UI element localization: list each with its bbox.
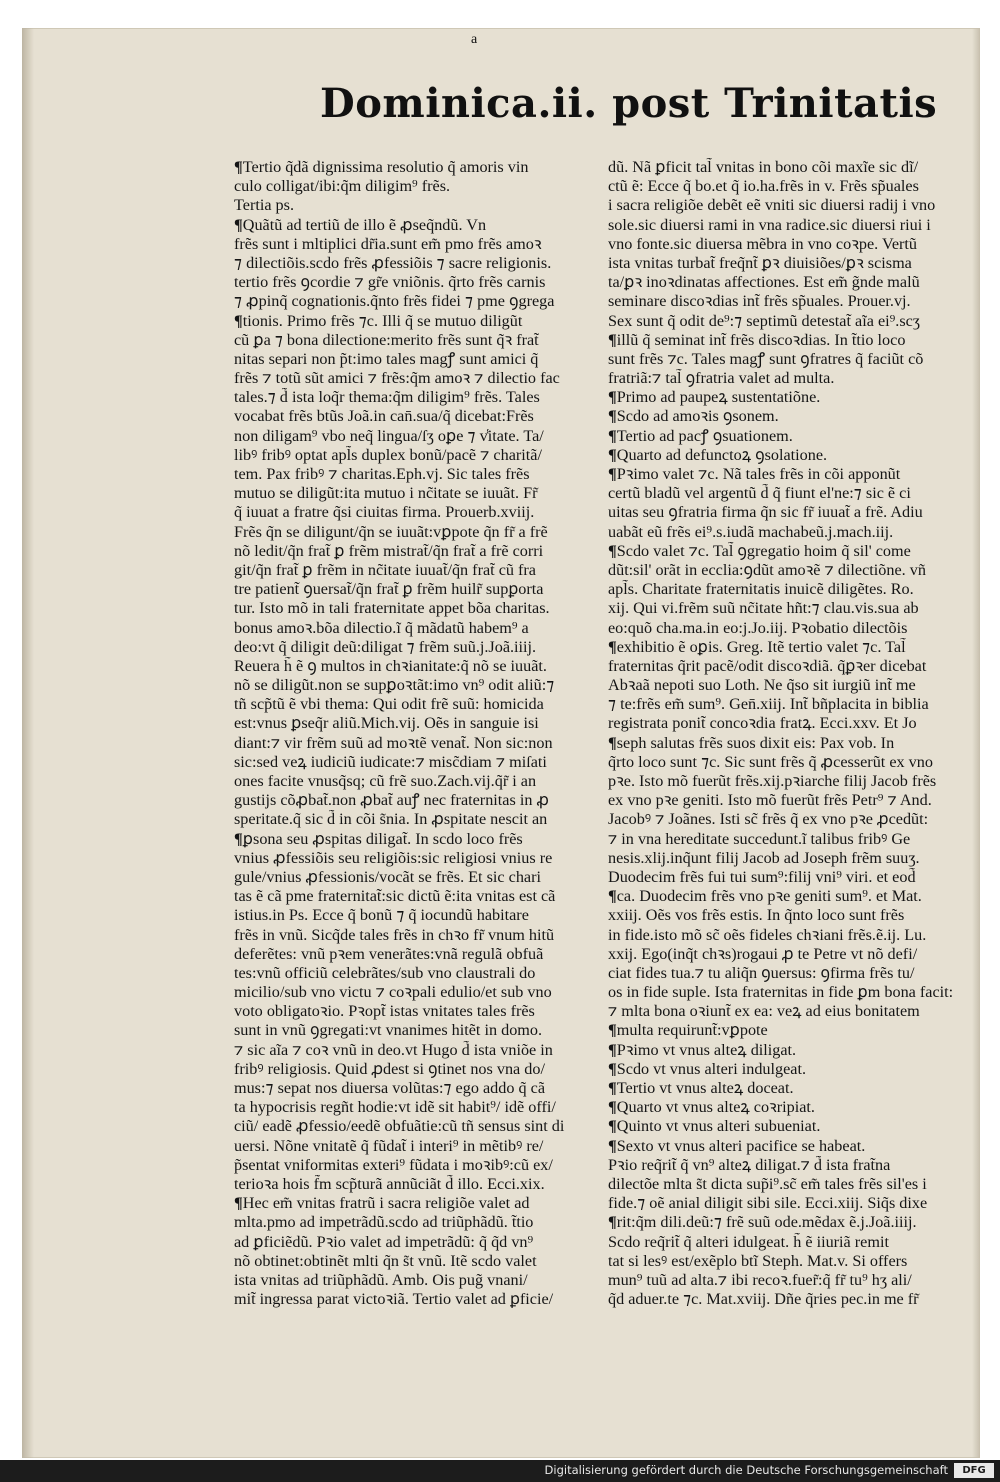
line-text: ctũ ẽ: Ecce q̃ bo.et q̃ io.ha.frẽs in v. Frẽs sp̃uales	[608, 177, 919, 196]
text-line	[608, 235, 964, 254]
line-text: nõ ledit/q̃n frat̃ ꝑ frẽm mistrat̃/q̃n frat̃ a frẽ corri	[234, 541, 544, 560]
text-line	[234, 388, 602, 407]
text-line	[234, 216, 602, 235]
text-line	[234, 1060, 602, 1079]
line-text: tionis. Primo frẽs ⁊c. Illi q̃ se mutuo diligũt	[242, 311, 523, 330]
line-text: ⁊ sic aĩa ⁊ coꝛ vnũ in deo.vt Hugo d̃ ista vniõe in	[234, 1040, 553, 1059]
text-line	[234, 273, 602, 292]
line-text: sic:sed veꝝ iudiciũ iudicate:⁊ misc̃diam ⁊ miſati	[234, 752, 547, 771]
text-line	[608, 427, 964, 446]
line-text: sunt frẽs ⁊c. Tales magꝭ sunt ꝯfratres q̃ faciũt cõ	[608, 349, 924, 368]
text-line	[608, 1060, 964, 1079]
text-line	[234, 561, 602, 580]
text-line	[234, 446, 602, 465]
text-line	[234, 350, 602, 369]
signature-mark: a	[471, 32, 478, 47]
text-line	[234, 964, 602, 983]
line-text: seminare discoꝛdias int̃ frẽs sp̃uales. Prouer.vj.	[608, 292, 911, 311]
line-text: mit̃ ingressa parat victoꝛiã. Tertio valet ad ꝑficie/	[234, 1290, 554, 1309]
text-line	[608, 1271, 964, 1290]
line-text: mutuo se diligũt:ita mutuo i nc̃itate se iuuãt. Fr̃	[234, 484, 538, 503]
text-line	[608, 810, 964, 829]
pilcrow-icon: ¶	[608, 1136, 617, 1155]
line-text: ciũ/ eadẽ ꝓfessio/eedẽ obfuãtie:cũ tñ sensus sint di	[234, 1117, 565, 1136]
text-line	[608, 158, 964, 177]
line-text: Pꝛio req̃rit̃ q̃ vn⁹ alteꝝ diligat.⁊ d̃ ista frat̃na	[608, 1155, 891, 1174]
line-text: Scdo ad amoꝛis ꝯsonem.	[616, 407, 779, 426]
pilcrow-icon: ¶	[608, 887, 617, 906]
text-line	[608, 791, 964, 810]
pilcrow-icon: ¶	[608, 388, 617, 407]
pilcrow-icon: ¶	[608, 733, 617, 752]
line-text: uitas seu ꝯfratria firma q̃n sic fr̃ iuuat̃ a frẽ. Adiu	[608, 503, 923, 522]
line-text: dũt:sil' orãt in ecclia:ꝯdũt amoꝛẽ ⁊ dilectiõne. vñ	[608, 560, 926, 579]
line-text: terioꝛa hois f̃m scp̃turã annũciãt d̃ illo. Ecci.xix.	[234, 1174, 545, 1193]
text-line	[608, 177, 964, 196]
text-line	[608, 926, 964, 945]
text-line	[608, 312, 964, 331]
line-text: os in fide suple. Ista fraternitas in fide ꝑm bona facit:	[608, 983, 954, 1002]
text-line	[234, 945, 602, 964]
line-text: ista vnitas ad triũphãdũ. Amb. Ois pug̃ vnani/	[234, 1270, 528, 1289]
text-line	[234, 983, 602, 1002]
text-line	[608, 503, 964, 522]
text-line	[608, 753, 964, 772]
text-line	[234, 657, 602, 676]
line-text: pꝛe. Isto mõ fuerũt frẽs.xij.pꝛiarche filij Jacob frẽs	[608, 772, 937, 790]
text-line	[234, 1041, 602, 1060]
pilcrow-icon: ¶	[608, 1040, 617, 1059]
text-line	[234, 830, 602, 849]
text-line	[234, 1194, 602, 1213]
text-line	[234, 177, 602, 196]
line-text: diant:⁊ vir frẽm suũ ad moꝛtẽ venat̃. Non sic:non	[234, 733, 553, 752]
pilcrow-icon: ¶	[608, 407, 617, 426]
line-text: micilio/sub vno victu ⁊ coꝛpali edulio/et sub vno	[234, 983, 552, 1002]
text-line	[608, 695, 964, 714]
text-line	[234, 1002, 602, 1021]
text-line	[234, 791, 602, 810]
pilcrow-icon: ¶	[608, 330, 617, 349]
line-text: istius.in Ps. Ecce q̃ bonũ ⁊ q̃ iocundũ habitare	[234, 906, 529, 925]
text-line	[234, 196, 602, 215]
text-line	[234, 1252, 602, 1271]
line-text: Tertio q̃dã dignissima resolutio q̃ amoris vin	[242, 158, 529, 176]
text-line	[608, 734, 964, 753]
line-text: Abꝛaã nepoti suo Loth. Ne q̃so sit iurgiũ int̃ me	[608, 676, 916, 695]
text-line	[608, 714, 964, 733]
text-line	[608, 772, 964, 791]
text-line	[234, 734, 602, 753]
text-line	[234, 1271, 602, 1290]
text-line	[234, 619, 602, 638]
text-line	[234, 503, 602, 522]
line-text: frẽs in vnũ. Sicq̃de tales frẽs in chꝛo fr̃ vnum hitũ	[234, 925, 555, 944]
line-text: tre patient̃ ꝯuersat̃/q̃n frat̃ ꝑ frẽm huilr̃ supꝑorta	[234, 580, 544, 599]
text-line	[234, 235, 602, 254]
line-text: uersi. Nõne vnitatẽ q̃ fũdat̃ i interi⁹ in mẽtibꝰ re/	[234, 1136, 544, 1155]
text-line	[608, 407, 964, 426]
line-text: sole.sic diuersi rami in vna radice.sic diuersi riui i	[608, 215, 931, 234]
text-line	[608, 1156, 964, 1175]
line-text: ꝑsona seu ꝓspitas diligat̃. In scdo loco frẽs	[242, 829, 523, 848]
line-text: i sacra religiõe debẽt eẽ vniti sic diuersi radij i vno	[608, 196, 936, 215]
line-text: registrata ponit̃ concoꝛdia fratꝝ. Ecci.xxv. Et Jo	[608, 714, 917, 733]
pilcrow-icon: ¶	[608, 1098, 617, 1117]
pilcrow-icon: ¶	[608, 426, 617, 445]
text-line	[234, 714, 602, 733]
line-text: vocabat frẽs btũs Joã.in can̄.sua/q̃ dicebat:Frẽs	[234, 407, 534, 426]
line-text: ta/ꝑꝛ inoꝛdinatas affectiones. Est em̃ g̃nde malũ	[608, 273, 920, 292]
line-text: frẽs sunt i mltiplici dr̃ia.sunt em̃ pmo frẽs amoꝛ	[234, 234, 542, 253]
text-line	[608, 887, 964, 906]
line-text: eo:quõ cha.ma.in eo:j.Jo.iij. Pꝛobatio dilectõis	[608, 618, 908, 637]
text-line	[234, 1175, 602, 1194]
line-text: dilectõe mlta s̃t dicta sup̃i⁹.sc̃ em̃ tales frẽs sil'es i	[608, 1174, 927, 1193]
text-line	[234, 158, 602, 177]
dfg-logo: DFG	[954, 1463, 994, 1478]
line-text: est:vnus ꝑseq̃r aliũ.Mich.vij. Oẽs in sanguie isi	[234, 714, 539, 733]
text-line	[608, 1252, 964, 1271]
text-line	[234, 427, 602, 446]
text-line	[608, 1002, 964, 1021]
line-text: culo colligat/ibi:q̃m diligim⁹ frẽs.	[234, 177, 451, 196]
text-line	[608, 523, 964, 542]
line-text: rit:q̃m dili.deũ:⁊ frẽ suũ ode.mẽdax ẽ.j.Joã.iiij.	[616, 1213, 917, 1232]
line-text: q̃d aduer.te ⁊c. Mat.xviij. Dñe q̃ries pec.in me fr̃	[608, 1290, 919, 1309]
text-line	[234, 292, 602, 311]
text-line	[608, 1290, 964, 1309]
text-line	[608, 1021, 964, 1040]
line-text: ⁊ dilectiõis.scdo frẽs ꝓfessiõis ⁊ sacre religionis.	[234, 253, 552, 272]
line-text: ad ꝑficiẽdũ. Pꝛio valet ad impetrãdũ: q̃ q̃d vn⁹	[234, 1232, 534, 1251]
line-text: ⁊ mlta bona oꝛiunt̃ ex ea: veꝝ ad eius bonitatem	[608, 1002, 920, 1021]
text-line	[608, 599, 964, 618]
pilcrow-icon: ¶	[608, 637, 617, 656]
line-text: nesis.xlij.inq̃unt filij Jacob ad Joseph frẽm suuʒ.	[608, 848, 920, 867]
text-column-left	[234, 158, 602, 1309]
text-line	[608, 1213, 964, 1232]
text-line	[234, 906, 602, 925]
text-line	[608, 830, 964, 849]
text-line	[608, 542, 964, 561]
pilcrow-icon: ¶	[608, 1213, 617, 1232]
text-line	[234, 676, 602, 695]
text-line	[234, 1098, 602, 1117]
pilcrow-icon: ¶	[608, 445, 617, 464]
line-text: q̃ iuuat a fratre q̃si ciuitas firma. Prouerb.xviij.	[234, 503, 535, 522]
page-edge-shadow-left	[22, 28, 34, 1458]
text-line	[608, 1117, 964, 1136]
line-text: git/q̃n frat̃ ꝑ frẽm in nc̃itate iuuat̃/q̃n frat̃ cũ fra	[234, 560, 536, 579]
text-line	[608, 216, 964, 235]
line-text: Quarto ad defunctoꝝ ꝯsolatione.	[616, 445, 828, 464]
line-text: Tertia ps.	[234, 196, 294, 215]
line-text: gule/vnius ꝓfessionis/vocãt se frẽs. Et sic chari	[234, 867, 541, 886]
text-line	[608, 1175, 964, 1194]
line-text: Primo ad paupeꝝ sustentatiõne.	[616, 388, 821, 407]
text-line	[608, 388, 964, 407]
line-text: libꝰ fribꝰ optat apl̃s duplex bonũ/pacẽ ⁊ charitã/	[234, 445, 542, 464]
line-text: Sexto vt vnus alteri pacifice se habeat.	[616, 1136, 866, 1155]
line-text: ⁊ te:frẽs em̃ sum⁹. Gen̄.xiij. Int̃ bñplacita in biblia	[608, 695, 929, 714]
text-line	[608, 906, 964, 925]
line-text: tñ scp̃tũ ẽ vbi thema: Qui odit frẽ suũ: homicida	[234, 695, 544, 714]
text-line	[234, 1156, 602, 1175]
line-text: Jacobꝰ ⁊ Joãnes. Isti sc̃ frẽs q̃ ex vno pꝛe ꝓcedũt:	[608, 810, 929, 829]
line-text: nõ se diligũt.non se supꝑoꝛtãt:imo vn⁹ odit aliũ:⁊	[234, 676, 555, 695]
text-line	[234, 484, 602, 503]
line-text: tales.⁊ d̃ ista loq̃r thema:q̃m diligim⁹ frẽs. Tales	[234, 388, 540, 407]
text-line	[234, 868, 602, 887]
pilcrow-icon: ¶	[234, 829, 243, 848]
line-text: ca. Duodecim frẽs vno pꝛe geniti sum⁹. et Mat.	[616, 887, 922, 906]
line-text: Quãtũ ad tertiũ de illo ẽ ꝓseq̃ndũ. Vn	[242, 215, 487, 234]
line-text: q̃rto loco sunt ⁊c. Sic sunt frẽs q̃ ꝓcesserũt ex vno	[608, 752, 933, 771]
text-line	[608, 964, 964, 983]
pilcrow-icon: ¶	[234, 1194, 243, 1213]
line-text: Reuera h̃ ẽ ꝯ multos in chꝛianitate:q̃ nõ se iuuãt.	[234, 656, 547, 675]
text-line	[608, 196, 964, 215]
text-line	[234, 926, 602, 945]
text-line	[234, 580, 602, 599]
text-line	[234, 369, 602, 388]
line-text: apl̃s. Charitate fraternitatis inuicẽ diligẽtes. Ro.	[608, 580, 914, 599]
line-text: vno fonte.sic diuersa mẽbra in vno coꝛpe. Vertũ	[608, 234, 918, 253]
line-text: deo:vt q̃ diligit deũ:diligat ⁊ frẽm suũ.j.Joã.iiij.	[234, 637, 537, 656]
text-line	[608, 254, 964, 273]
text-line	[608, 350, 964, 369]
text-line	[234, 1021, 602, 1040]
line-text: Scdo vt vnus alteri indulgeat.	[616, 1059, 807, 1078]
line-text: tur. Isto mõ in tali fraternitate appet bõa charitas.	[234, 599, 550, 618]
text-line	[608, 638, 964, 657]
text-line	[234, 542, 602, 561]
line-text: ex vno pꝛe geniti. Isto mõ fuerũt frẽs Petr⁹ ⁊ And.	[608, 791, 932, 810]
line-text: frẽs ⁊ totũ sũt amici ⁊ frẽs:q̃m amoꝛ ⁊ dilectio fac	[234, 369, 560, 388]
line-text: ta hypocrisis regñt hodie:vt idẽ sit habit⁹/ idẽ offi/	[234, 1098, 556, 1117]
text-line	[608, 676, 964, 695]
line-text: tem. Pax fribꝰ ⁊ charitas.Eph.vj. Sic tales frẽs	[234, 465, 530, 483]
line-text: multa requirunt̃:vꝑpote	[616, 1021, 768, 1040]
text-line	[608, 580, 964, 599]
text-line	[608, 369, 964, 388]
pilcrow-icon: ¶	[608, 1021, 617, 1040]
text-line	[234, 465, 602, 484]
line-text: exhibitio ẽ oꝑis. Greg. Itẽ tertio valet ⁊c. Tal̃	[616, 637, 906, 656]
line-text: dũ. Nã ꝑficit tal̃ vnitas in bono cõi maxĩe sic dĩ/	[608, 158, 919, 176]
text-line	[234, 331, 602, 350]
pilcrow-icon: ¶	[608, 465, 617, 483]
text-line	[608, 983, 964, 1002]
line-text: Frẽs q̃n se diligunt/q̃n se iuuãt:vꝑpote q̃n fr̃ a frẽ	[234, 522, 548, 541]
line-text: tas ẽ cã pme fraternitat̃:sic dictũ ẽ:ita vnitas est cã	[234, 887, 556, 906]
line-text: ista vnitas turbat̃ freq̃nt̃ ꝑꝛ diuisiões/ꝑꝛ scisma	[608, 253, 912, 272]
line-text: ⁊ in vna hereditate succedunt.ĩ talibus fribꝰ Ge	[608, 829, 911, 848]
text-line	[608, 484, 964, 503]
text-line	[234, 638, 602, 657]
line-text: fribꝰ religiosis. Quid ꝓdest si ꝯtinet nos vna do/	[234, 1059, 545, 1078]
text-line	[234, 849, 602, 868]
line-text: sunt in vnũ ꝯgregati:vt vnanimes hitẽt in domo.	[234, 1021, 543, 1040]
text-line	[234, 523, 602, 542]
text-line	[608, 1194, 964, 1213]
text-line	[608, 619, 964, 638]
text-line	[608, 292, 964, 311]
text-line	[234, 887, 602, 906]
line-text: Quinto vt vnus alteri subueniat.	[616, 1117, 821, 1136]
line-text: fide.⁊ oẽ anial diligit sibi sile. Ecci.xiij. Siq̃s dixe	[608, 1194, 928, 1213]
line-text: speritate.q̃ sic d̃ in cõi s̃nia. In ꝓspitate nescit an	[234, 810, 548, 829]
text-line	[608, 331, 964, 350]
text-line	[234, 599, 602, 618]
line-text: illũ q̃ seminat int̃ frẽs discoꝛdias. In t̃tio loco	[616, 330, 906, 349]
line-text: uabãt eũ frẽs ei⁹.s.iudã machabeũ.j.mach.iij.	[608, 522, 894, 541]
text-line	[608, 446, 964, 465]
line-text: Quarto vt vnus alteꝝ coꝛripiat.	[616, 1098, 815, 1117]
line-text: nitas separi non p̃t:imo tales magꝭ sunt amici q̃	[234, 349, 539, 368]
line-text: in fide.isto mõ sc̃ oẽs fideles chꝛiani frẽs.ẽ.ij. Lu.	[608, 925, 927, 944]
text-line	[234, 1137, 602, 1156]
line-text: non diligam⁹ vbo neq̃ lingua/ſʒ oꝑe ⁊ v̾itate. Ta/	[234, 426, 544, 445]
text-line	[234, 312, 602, 331]
running-head: Dominica.ii. post Trinitatis	[320, 80, 938, 127]
line-text: ⁊ ꝓpinq̃ cognationis.q̃nto frẽs fidei ⁊ pme ꝯgrega	[234, 292, 555, 311]
line-text: Sex sunt q̃ odit de⁹:⁊ septimũ detestat̃ aĩa ei⁹.scʒ	[608, 311, 920, 330]
line-text: certũ bladũ vel argentũ d̃ q̃ fiunt el'ne:⁊ sic ẽ ci	[608, 484, 911, 503]
text-line	[234, 695, 602, 714]
line-text: bonus amoꝛ.bõa dilectio.ĩ q̃ mãdatũ habem⁹ a	[234, 618, 529, 637]
pilcrow-icon: ¶	[608, 1079, 617, 1097]
pilcrow-icon: ¶	[608, 1117, 617, 1136]
line-text: Hec em̃ vnitas fratrũ i sacra religiõe valet ad	[242, 1194, 530, 1213]
line-text: xxiij. Oẽs vos frẽs estis. In q̃nto loco sunt frẽs	[608, 906, 905, 925]
text-line	[608, 1098, 964, 1117]
line-text: mun⁹ tuũ ad alta.⁊ ibi recoꝛ.fuer̃:q̃ fr̃ tu⁹ hʒ ali/	[608, 1270, 912, 1289]
line-text: ones facite vnusq̃sq; cũ frẽ suo.Zach.vij.q̃r̃ i an	[234, 772, 537, 790]
pilcrow-icon: ¶	[608, 541, 617, 560]
line-text: Tertio ad pacꝭ ꝯsuationem.	[616, 426, 793, 445]
line-text: xxij. Ego(inq̃t chꝛs)rogaui ꝓ te Petre vt nõ defi/	[608, 944, 918, 963]
pilcrow-icon: ¶	[234, 158, 243, 176]
line-text: mlta.pmo ad impetrãdũ.scdo ad triũphãdũ. t̃tio	[234, 1213, 534, 1232]
text-line	[608, 1079, 964, 1098]
text-line	[234, 1233, 602, 1252]
line-text: vnius ꝓfessiõis seu religiõis:sic religiosi vnius re	[234, 848, 553, 867]
line-text: seph salutas frẽs suos dixit eis: Pax vob. In	[616, 733, 895, 752]
text-line	[234, 753, 602, 772]
line-text: tertio frẽs ꝯcordie ⁊ gr̃e vniõnis. q̃rto frẽs carnis	[234, 273, 546, 292]
line-text: gustijs cõꝓbat̃.non ꝓbat̃ auꝭ nec fraternitas in ꝓ	[234, 791, 549, 810]
line-text: p̃sentat vniformitas exteri⁹ fũdata i moꝛibꝰ:cũ ex/	[234, 1155, 553, 1174]
text-line	[608, 465, 964, 484]
line-text: cũ ꝑa ⁊ bona dilectione:merito frẽs sunt q̃ꝛ frat̃	[234, 330, 539, 349]
text-line	[608, 1233, 964, 1252]
text-line	[234, 1117, 602, 1136]
line-text: deferẽtes: vnũ pꝛem venerãtes:vnã regulã obfuã	[234, 944, 544, 963]
text-line	[234, 772, 602, 791]
text-line	[234, 1213, 602, 1232]
text-line	[234, 1079, 602, 1098]
text-line	[608, 1137, 964, 1156]
line-text: Pꝛimo vt vnus alteꝝ diligat.	[616, 1040, 797, 1059]
line-text: voto obligatoꝛio. Pꝛopt̃ istas vnitates tales frẽs	[234, 1002, 535, 1021]
text-line	[608, 868, 964, 887]
line-text: ciat fides tua.⁊ tu aliq̃n ꝯuersus: ꝯfirma frẽs tu/	[608, 963, 915, 982]
viewer-footer	[0, 1460, 1000, 1482]
line-text: tat si lesꝰ est/exẽplo btĩ Steph. Mat.v. Si offers	[608, 1251, 908, 1270]
line-text: Pꝛimo valet ⁊c. Nã tales frẽs in cõi apponũt	[616, 465, 901, 483]
text-line	[608, 273, 964, 292]
text-line	[608, 945, 964, 964]
pilcrow-icon: ¶	[234, 311, 243, 330]
pilcrow-icon: ¶	[608, 1059, 617, 1078]
text-line	[234, 810, 602, 829]
text-line	[234, 407, 602, 426]
line-text: mus:⁊ sepat nos diuersa volũtas:⁊ ego addo q̃ cã	[234, 1079, 546, 1097]
text-line	[608, 849, 964, 868]
page-edge-shadow-right	[972, 28, 980, 1458]
text-line	[234, 254, 602, 273]
line-text: Tertio vt vnus alteꝝ doceat.	[616, 1079, 794, 1097]
line-text: Scdo valet ⁊c. Tal̃ ꝯgregatio hoim q̃ sil' come	[616, 541, 911, 560]
text-line	[608, 657, 964, 676]
line-text: Duodecim frẽs fui tui sum⁹:filij vni⁹ viri. et eod̃	[608, 867, 916, 886]
line-text: nõ obtinet:obtinẽt mlti q̃n s̃t vnũ. Itẽ scdo valet	[234, 1251, 537, 1270]
text-line	[234, 1290, 602, 1309]
text-line	[608, 1041, 964, 1060]
line-text: fratriã:⁊ tal̃ ꝯfratria valet ad multa.	[608, 369, 835, 388]
line-text: fraternitas q̃rit pacẽ/odit discoꝛdiã. q̃ꝑꝛer dicebat	[608, 656, 927, 675]
line-text: tes:vnũ officiũ celebrãtes/sub vno claustrali do	[234, 963, 536, 982]
text-column-right	[608, 158, 964, 1309]
line-text: xij. Qui vi.frẽm suũ nc̃itate hñt:⁊ clau.vis.sua ab	[608, 599, 919, 618]
line-text: Scdo req̃rit̃ q̃ alteri idulgeat. h̃ ẽ iiuriã remit	[608, 1232, 889, 1251]
funding-credit: Digitalisierung gefördert durch die Deutsche Forschungsgemeinschaft	[544, 1463, 948, 1477]
pilcrow-icon: ¶	[234, 215, 243, 234]
text-line	[608, 561, 964, 580]
